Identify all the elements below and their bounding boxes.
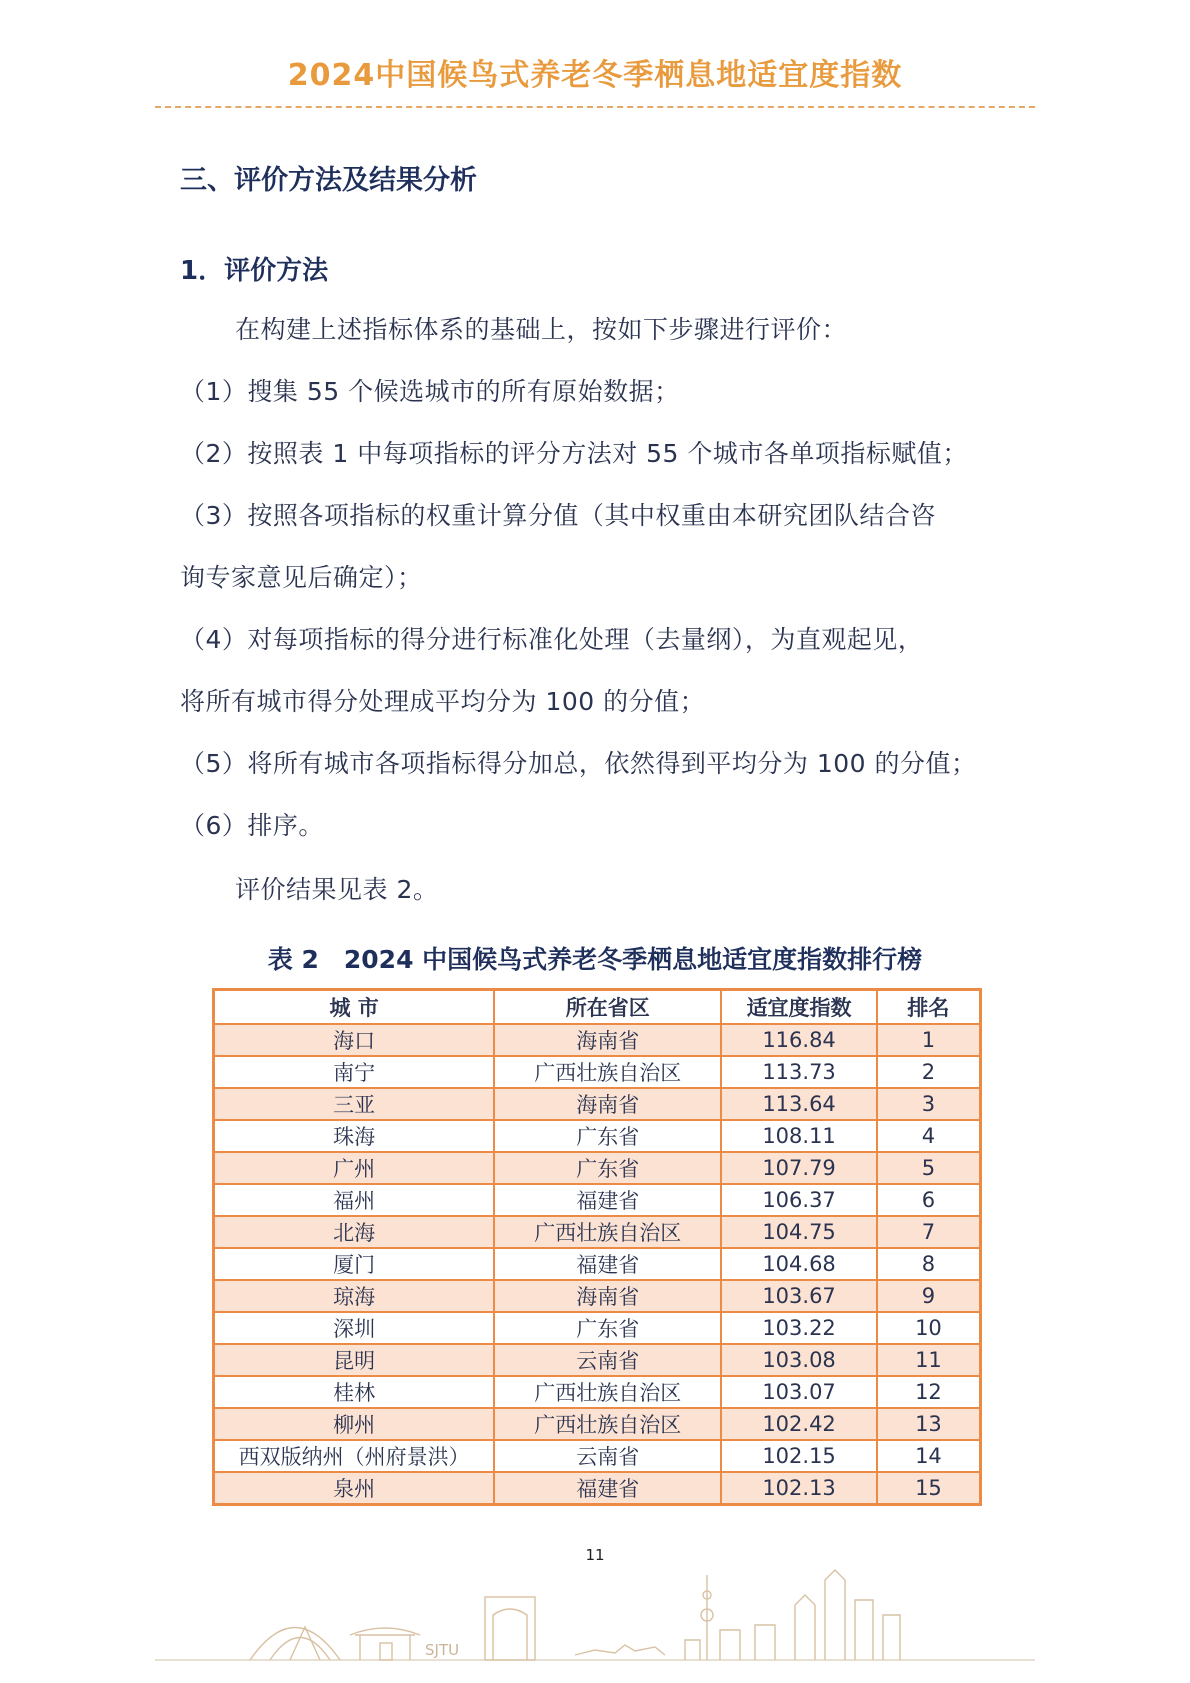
document-header-title: 2024中国候鸟式养老冬季栖息地适宜度指数 — [287, 58, 903, 93]
cell-rank: 3 — [877, 1088, 981, 1120]
city-skyline-footer-illustration — [155, 1555, 1035, 1665]
footer-logo-text: SJTU — [425, 1641, 460, 1659]
cell-province: 广东省 — [494, 1312, 721, 1344]
cell-index: 106.37 — [721, 1184, 877, 1216]
section-heading: 三、评价方法及结果分析 — [180, 165, 477, 196]
cell-province: 云南省 — [494, 1440, 721, 1472]
table-row — [214, 1280, 981, 1312]
table-row — [214, 1344, 981, 1376]
cell-province: 海南省 — [494, 1280, 721, 1312]
cell-province: 福建省 — [494, 1472, 721, 1505]
cell-province: 广西壮族自治区 — [494, 1408, 721, 1440]
cell-index: 103.08 — [721, 1344, 877, 1376]
cell-rank: 1 — [877, 1024, 981, 1056]
column-header-index: 适宜度指数 — [721, 990, 877, 1025]
cell-rank: 8 — [877, 1248, 981, 1280]
table-row — [214, 1408, 981, 1440]
table-row — [214, 1376, 981, 1408]
cell-city: 桂林 — [214, 1376, 495, 1408]
cell-city: 广州 — [214, 1152, 495, 1184]
cell-province: 广西壮族自治区 — [494, 1216, 721, 1248]
table-row — [214, 1248, 981, 1280]
paragraph-intro: 在构建上述指标体系的基础上，按如下步骤进行评价： — [235, 315, 848, 344]
cell-rank: 11 — [877, 1344, 981, 1376]
paragraph-result-reference: 评价结果见表 2。 — [235, 875, 439, 904]
page-number: 11 — [585, 1546, 605, 1564]
column-header-rank: 排名 — [877, 990, 981, 1025]
paragraph-step3-line1: （3）按照各项指标的权重计算分值（其中权重由本研究团队结合咨 — [180, 501, 936, 530]
cell-city: 柳州 — [214, 1408, 495, 1440]
cell-index: 103.07 — [721, 1376, 877, 1408]
cell-rank: 14 — [877, 1440, 981, 1472]
cell-city: 南宁 — [214, 1056, 495, 1088]
cell-province: 福建省 — [494, 1248, 721, 1280]
paragraph-step5: （5）将所有城市各项指标得分加总，依然得到平均分为 100 的分值； — [180, 749, 977, 778]
cell-rank: 6 — [877, 1184, 981, 1216]
table-row — [214, 1152, 981, 1184]
cell-province: 广东省 — [494, 1152, 721, 1184]
sub-heading: 1．评价方法 — [180, 256, 329, 286]
cell-rank: 13 — [877, 1408, 981, 1440]
table-row — [214, 1216, 981, 1248]
cell-rank: 4 — [877, 1120, 981, 1152]
paragraph-step6: （6）排序。 — [180, 811, 324, 840]
cell-province: 广东省 — [494, 1120, 721, 1152]
cell-city: 西双版纳州（州府景洪） — [214, 1440, 495, 1472]
table-row — [214, 1056, 981, 1088]
cell-index: 102.15 — [721, 1440, 877, 1472]
cell-rank: 10 — [877, 1312, 981, 1344]
cell-city: 福州 — [214, 1184, 495, 1216]
paragraph-step4-line1: （4）对每项指标的得分进行标准化处理（去量纲），为直观起见， — [180, 625, 924, 654]
cell-rank: 12 — [877, 1376, 981, 1408]
cell-rank: 9 — [877, 1280, 981, 1312]
paragraph-step1: （1）搜集 55 个候选城市的所有原始数据； — [180, 377, 680, 406]
cell-province: 海南省 — [494, 1088, 721, 1120]
cell-index: 108.11 — [721, 1120, 877, 1152]
table-header-row — [214, 990, 981, 1025]
cell-rank: 7 — [877, 1216, 981, 1248]
table-row — [214, 1184, 981, 1216]
cell-index: 103.67 — [721, 1280, 877, 1312]
cell-city: 琼海 — [214, 1280, 495, 1312]
cell-index: 113.73 — [721, 1056, 877, 1088]
table-row — [214, 1312, 981, 1344]
table-caption: 表 2 2024 中国候鸟式养老冬季栖息地适宜度指数排行榜 — [267, 945, 923, 974]
cell-rank: 5 — [877, 1152, 981, 1184]
cell-index: 113.64 — [721, 1088, 877, 1120]
cell-city: 深圳 — [214, 1312, 495, 1344]
table-row — [214, 1120, 981, 1152]
cell-index: 116.84 — [721, 1024, 877, 1056]
column-header-province: 所在省区 — [494, 990, 721, 1025]
cell-city: 海口 — [214, 1024, 495, 1056]
table-row — [214, 1088, 981, 1120]
cell-province: 广西壮族自治区 — [494, 1376, 721, 1408]
cell-city: 三亚 — [214, 1088, 495, 1120]
cell-rank: 2 — [877, 1056, 981, 1088]
table-row — [214, 1024, 981, 1056]
cell-city: 昆明 — [214, 1344, 495, 1376]
ranking-table — [212, 988, 982, 1506]
paragraph-step4-line2: 将所有城市得分处理成平均分为 100 的分值； — [180, 687, 706, 716]
cell-city: 泉州 — [214, 1472, 495, 1505]
cell-index: 107.79 — [721, 1152, 877, 1184]
cell-city: 珠海 — [214, 1120, 495, 1152]
cell-index: 104.68 — [721, 1248, 877, 1280]
column-header-city: 城 市 — [214, 990, 495, 1025]
cell-index: 103.22 — [721, 1312, 877, 1344]
cell-province: 云南省 — [494, 1344, 721, 1376]
header-divider — [155, 106, 1035, 108]
cell-index: 104.75 — [721, 1216, 877, 1248]
cell-city: 北海 — [214, 1216, 495, 1248]
cell-index: 102.13 — [721, 1472, 877, 1505]
table-row — [214, 1440, 981, 1472]
table-row — [214, 1472, 981, 1505]
paragraph-step3-line2: 询专家意见后确定）； — [180, 563, 423, 592]
cell-province: 福建省 — [494, 1184, 721, 1216]
cell-index: 102.42 — [721, 1408, 877, 1440]
cell-city: 厦门 — [214, 1248, 495, 1280]
paragraph-step2: （2）按照表 1 中每项指标的评分方法对 55 个城市各单项指标赋值； — [180, 439, 968, 468]
cell-province: 海南省 — [494, 1024, 721, 1056]
cell-rank: 15 — [877, 1472, 981, 1505]
cell-province: 广西壮族自治区 — [494, 1056, 721, 1088]
